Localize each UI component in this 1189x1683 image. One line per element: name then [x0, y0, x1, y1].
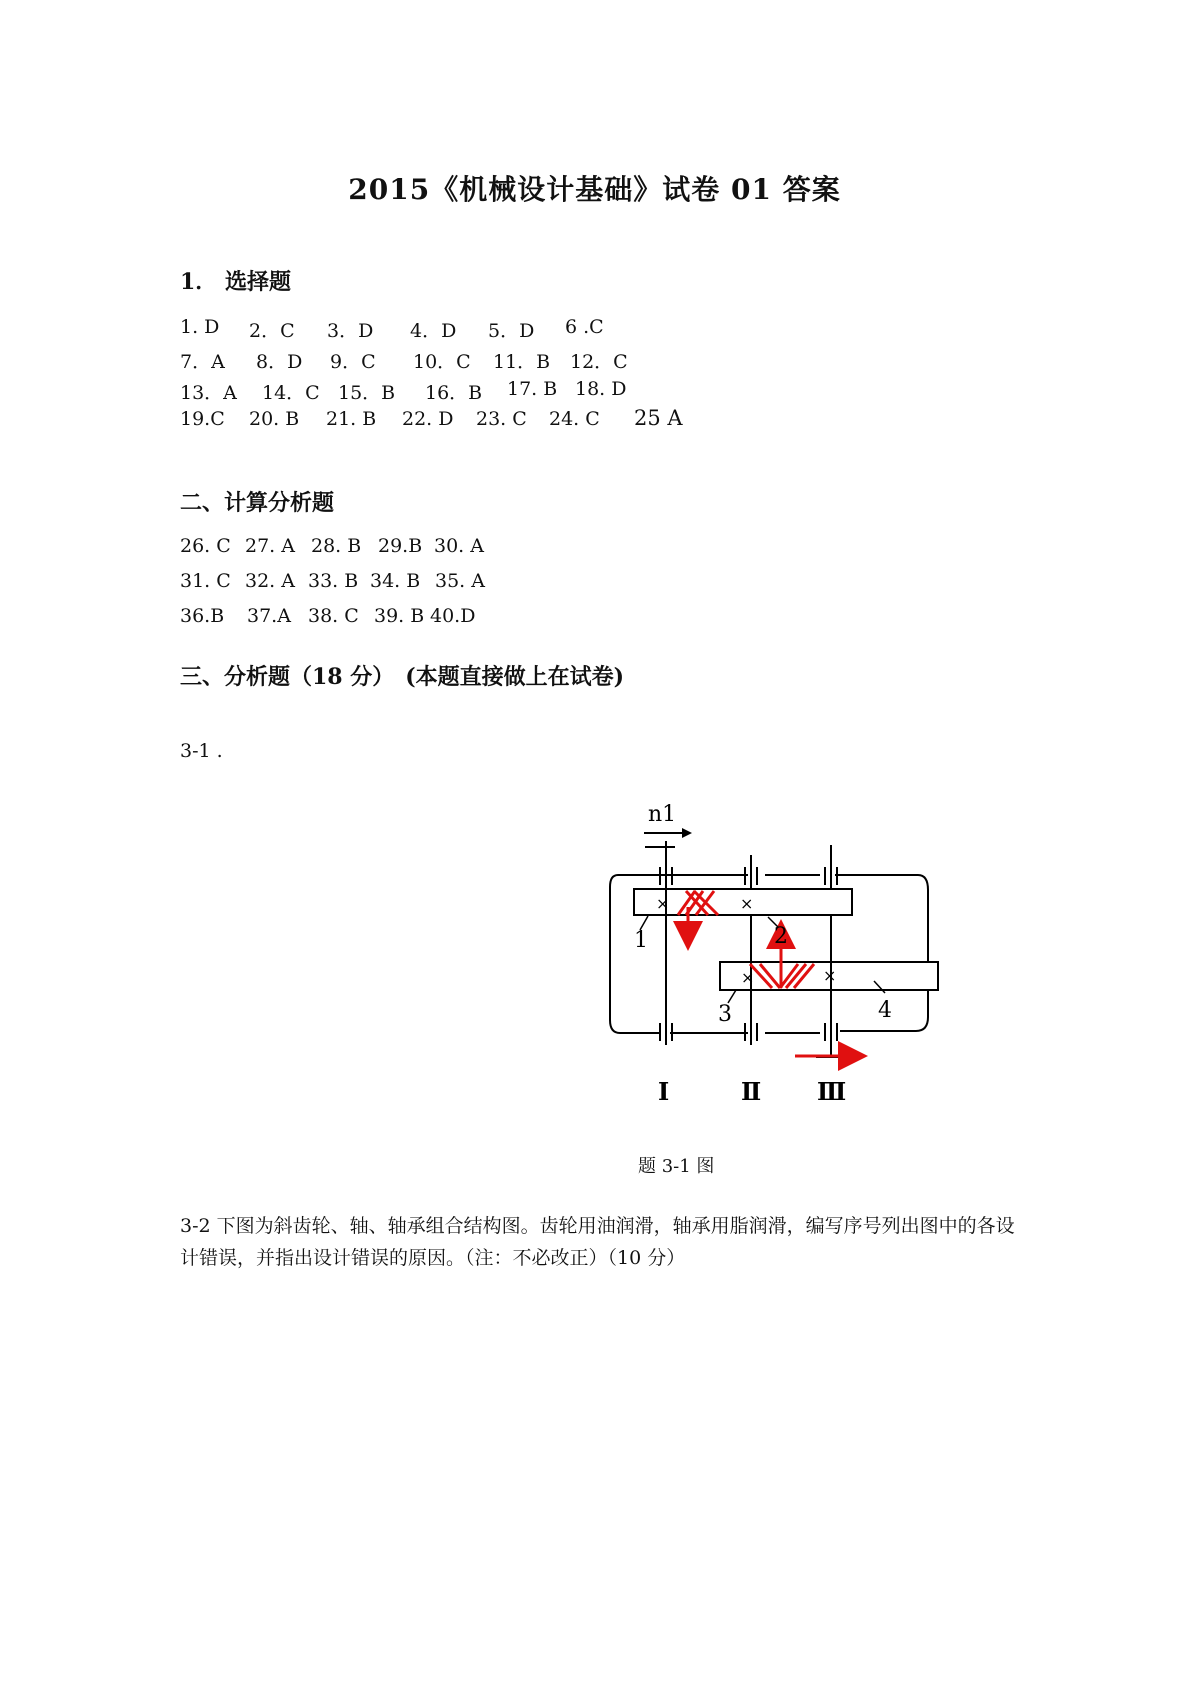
speed-label: n1: [648, 802, 677, 827]
answer: 19.C: [180, 408, 225, 430]
answer: 22. D: [402, 408, 454, 430]
shaft-label: Ⅱ: [741, 1077, 762, 1106]
svg-text:×: ×: [823, 966, 837, 985]
answer: 39. B: [374, 605, 425, 627]
answer: 18. D: [575, 378, 627, 400]
section-heading-calc: 二、计算分析题: [180, 490, 335, 516]
svg-text:×: ×: [656, 894, 670, 913]
answer: 31. C: [180, 570, 231, 592]
svg-text:×: ×: [740, 894, 754, 913]
answer: 9．C: [330, 351, 376, 373]
answer: 2．C: [249, 320, 295, 342]
answer: 32. A: [245, 570, 295, 592]
answer: 34. B: [370, 570, 421, 592]
answer: 11．B: [493, 351, 551, 373]
shaft-label: Ⅰ: [658, 1077, 670, 1106]
answer: 37.A: [247, 605, 291, 627]
gear-label: 2: [774, 924, 788, 949]
question-label-3-1: 3-1 .: [180, 740, 223, 762]
question-3-2-text: 3-2 下图为斜齿轮、轴、轴承组合结构图。齿轮用油润滑，轴承用脂润滑，编写序号列出图中的各设计错误，并指出设计错误的原因。（注：不必改正）（10 分）: [180, 1215, 1015, 1269]
answer: 21. B: [326, 408, 377, 430]
answer: 8．D: [256, 351, 303, 373]
answer: 30. A: [434, 535, 484, 557]
page-title: 2015《机械设计基础》试卷 01 答案: [348, 173, 841, 206]
svg-text:×: ×: [741, 968, 755, 987]
answer: 16．B: [425, 382, 483, 404]
answer: 7．A: [180, 351, 225, 373]
answer: 10．C: [413, 351, 471, 373]
figure-caption: 题 3-1 图: [638, 1156, 715, 1177]
answer: 12．C: [570, 351, 628, 373]
answer: 17. B: [507, 378, 558, 400]
answer: 27. A: [245, 535, 295, 557]
answer: 29.B: [378, 535, 423, 557]
answer: 13．A: [180, 382, 237, 404]
gear-label: 3: [718, 1002, 732, 1027]
answer: 15．B: [338, 382, 396, 404]
answer: 1. D: [180, 316, 220, 338]
answer: 40.D: [430, 605, 476, 627]
answer: 25 A: [634, 406, 683, 430]
answer: 4．D: [410, 320, 457, 342]
shaft-label: Ⅲ: [817, 1077, 847, 1106]
answer: 26. C: [180, 535, 231, 557]
answer: 35. A: [435, 570, 485, 592]
section-heading-analysis: 三、分析题（18 分） (本题直接做上在试卷): [180, 664, 625, 690]
answer: 14．C: [262, 382, 320, 404]
section-heading-choice: 1． 选择题: [180, 269, 291, 295]
gear-label: 1: [634, 928, 648, 953]
answer: 3．D: [327, 320, 374, 342]
answer: 6 .C: [565, 316, 604, 338]
gear-label: 4: [878, 998, 892, 1023]
answer: 28. B: [311, 535, 362, 557]
answer: 24. C: [549, 408, 600, 430]
answer: 5．D: [488, 320, 535, 342]
answer: 20. B: [249, 408, 300, 430]
gear-train-figure: [600, 795, 960, 1125]
answer: 33. B: [308, 570, 359, 592]
answer: 38. C: [308, 605, 359, 627]
answer: 23. C: [476, 408, 527, 430]
answer: 36.B: [180, 605, 225, 627]
